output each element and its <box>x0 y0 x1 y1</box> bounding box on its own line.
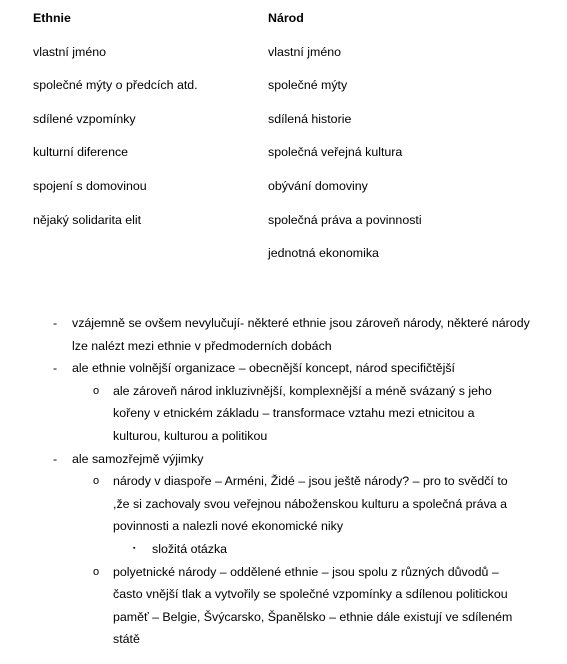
list-item-text: polyetnické národy – oddělené ethnie – jsou spolu z různých důvodů – často vnější tlak a vytvořily se společné vzpomínky a sdílenou politickou paměť – Belgie, Švýcarsko, Španělsko – ethnie dále existují ve sdíleném státě <box>113 564 513 647</box>
narod-item: společná práva a povinnosti <box>268 212 422 227</box>
ethnie-item: sdílené vzpomínky <box>33 111 136 126</box>
narod-item: společné mýty <box>268 78 348 93</box>
square-bullet-icon: ▪ <box>133 544 136 552</box>
list-item-text: vzájemně se ovšem nevylučují- některé ethnie jsou zároveň národy, některé národy lze nalézt mezi ethnie v předmoderních dobách <box>72 316 530 353</box>
list-item-text: ale samozřejmě výjimky <box>72 451 204 466</box>
ethnie-item: vlastní jméno <box>33 44 107 59</box>
sub-list-item <box>0 380 567 448</box>
ethnie-column <box>33 7 253 242</box>
list-item <box>0 448 567 471</box>
narod-item: společná veřejná kultura <box>268 145 403 160</box>
sub-sub-list-item <box>0 538 567 561</box>
narod-item: jednotná ekonomika <box>268 246 379 261</box>
narod-item: vlastní jméno <box>268 44 342 59</box>
dash-marker: - <box>53 451 58 466</box>
narod-column <box>268 7 548 276</box>
list-item-text: složitá otázka <box>152 541 228 556</box>
ethnie-item: kulturní diference <box>33 145 129 160</box>
list-item-text: národy v diaspoře – Arméni, Židé – jsou ještě národy? – pro to svědčí to ,že si zachovaly svou veřejnou náboženskou kulturu a společná práva a povinnosti a nalezli nové ekonomické niky <box>113 474 508 534</box>
narod-item: obývání domoviny <box>268 178 368 193</box>
list-item-text: ale ethnie volnější organizace – obecnější koncept, národ specifičtější <box>72 361 455 376</box>
circle-bullet-icon: o <box>93 565 100 578</box>
dash-marker: - <box>53 316 58 330</box>
ethnie-item: nějaký solidarita elit <box>33 212 142 227</box>
ethnie-header: Ethnie <box>33 11 71 25</box>
circle-bullet-icon: o <box>93 475 100 488</box>
ethnie-item: společné mýty o předcích atd. <box>33 78 198 93</box>
list-item <box>0 312 567 357</box>
sub-list-item <box>0 561 567 651</box>
dash-marker: - <box>53 361 58 376</box>
list-item <box>0 357 567 380</box>
bullet-list <box>0 312 567 651</box>
narod-item: sdílená historie <box>268 111 352 126</box>
circle-bullet-icon: o <box>93 384 100 397</box>
ethnie-item: spojení s domovinou <box>33 178 147 193</box>
list-item-text: ale zároveň národ inkluzivnější, komplexnější a méně svázaný s jeho kořeny v etnickém základu – transformace vztahu mezi etnicitou a kulturou, kulturou a politikou <box>113 383 492 443</box>
narod-header: Národ <box>268 11 304 25</box>
sub-list-item <box>0 470 567 538</box>
